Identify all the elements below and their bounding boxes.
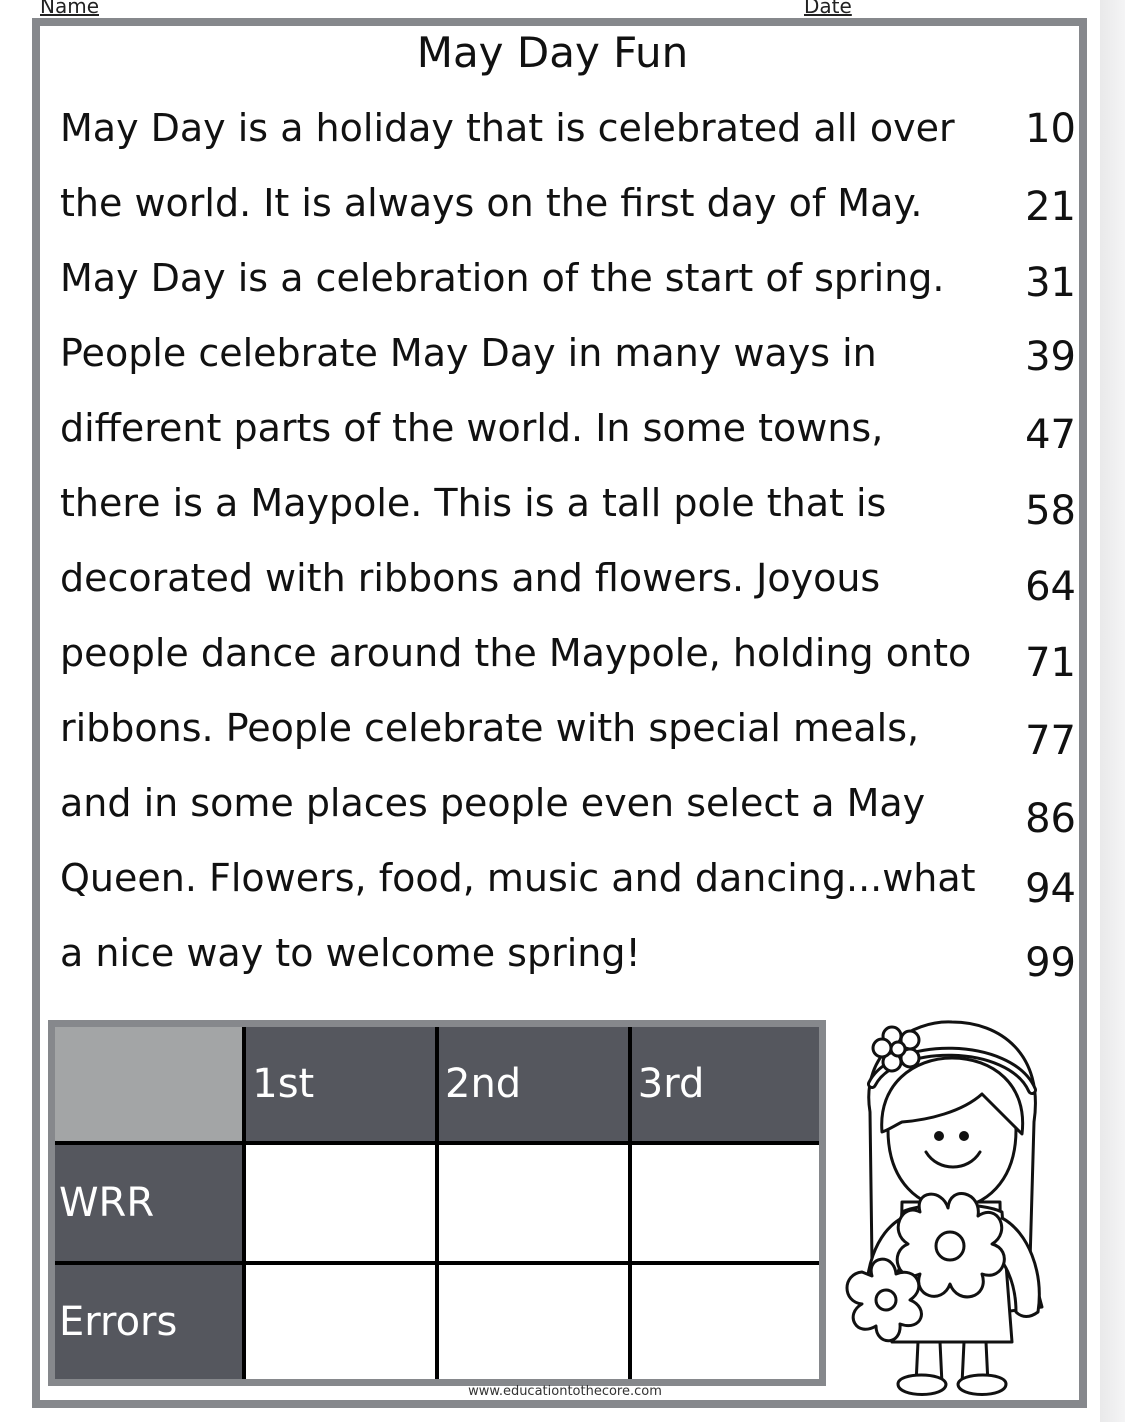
word-count: 31 [1025, 260, 1076, 306]
page-edge [1100, 0, 1125, 1422]
column-header: 3rd [630, 1024, 823, 1144]
score-cell[interactable] [437, 1263, 630, 1383]
word-count: 71 [1025, 640, 1076, 686]
word-count: 77 [1025, 718, 1076, 764]
word-count: 10 [1025, 106, 1076, 152]
passage-line: there is a Maypole. This is a tall pole that is [60, 481, 887, 525]
table-corner-cell [52, 1024, 245, 1144]
passage-line: and in some places people even select a May [60, 781, 926, 825]
score-cell[interactable] [244, 1263, 437, 1383]
column-header: 1st [244, 1024, 437, 1144]
passage-line: a nice way to welcome spring! [60, 931, 641, 975]
passage-line: May Day is a celebration of the start of spring. [60, 256, 945, 300]
column-header: 2nd [437, 1024, 630, 1144]
row-header: Errors [52, 1263, 245, 1383]
fluency-score-table [48, 1020, 826, 1386]
score-cell[interactable] [630, 1143, 823, 1263]
footer-url: www.educationtothecore.com [468, 1384, 662, 1399]
table-header-row [52, 1024, 823, 1144]
passage-line: different parts of the world. In some towns, [60, 406, 884, 450]
score-cell[interactable] [244, 1143, 437, 1263]
date-label: Date [804, 0, 852, 18]
passage-line: people dance around the Maypole, holding onto [60, 631, 972, 675]
passage-title: May Day Fun [416, 28, 689, 77]
word-count: 94 [1025, 866, 1076, 912]
word-count: 47 [1025, 412, 1076, 458]
score-cell[interactable] [437, 1143, 630, 1263]
girl-with-flower-icon [832, 1012, 1072, 1412]
word-count: 58 [1025, 488, 1076, 534]
word-count: 21 [1025, 184, 1076, 230]
passage-line: decorated with ribbons and flowers. Joyous [60, 556, 881, 600]
table-row [52, 1143, 823, 1263]
passage-line: Queen. Flowers, food, music and dancing...what [60, 856, 976, 900]
passage-line: May Day is a holiday that is celebrated all over [60, 106, 955, 150]
word-count: 86 [1025, 796, 1076, 842]
passage-line: People celebrate May Day in many ways in [60, 331, 877, 375]
word-count: 64 [1025, 564, 1076, 610]
row-header: WRR [52, 1143, 245, 1263]
passage-line: the world. It is always on the first day of May. [60, 181, 923, 225]
score-cell[interactable] [630, 1263, 823, 1383]
passage-line: ribbons. People celebrate with special meals, [60, 706, 920, 750]
table-row [52, 1263, 823, 1383]
name-label: Name [40, 0, 100, 18]
word-count: 39 [1025, 334, 1076, 380]
word-count: 99 [1025, 940, 1076, 986]
